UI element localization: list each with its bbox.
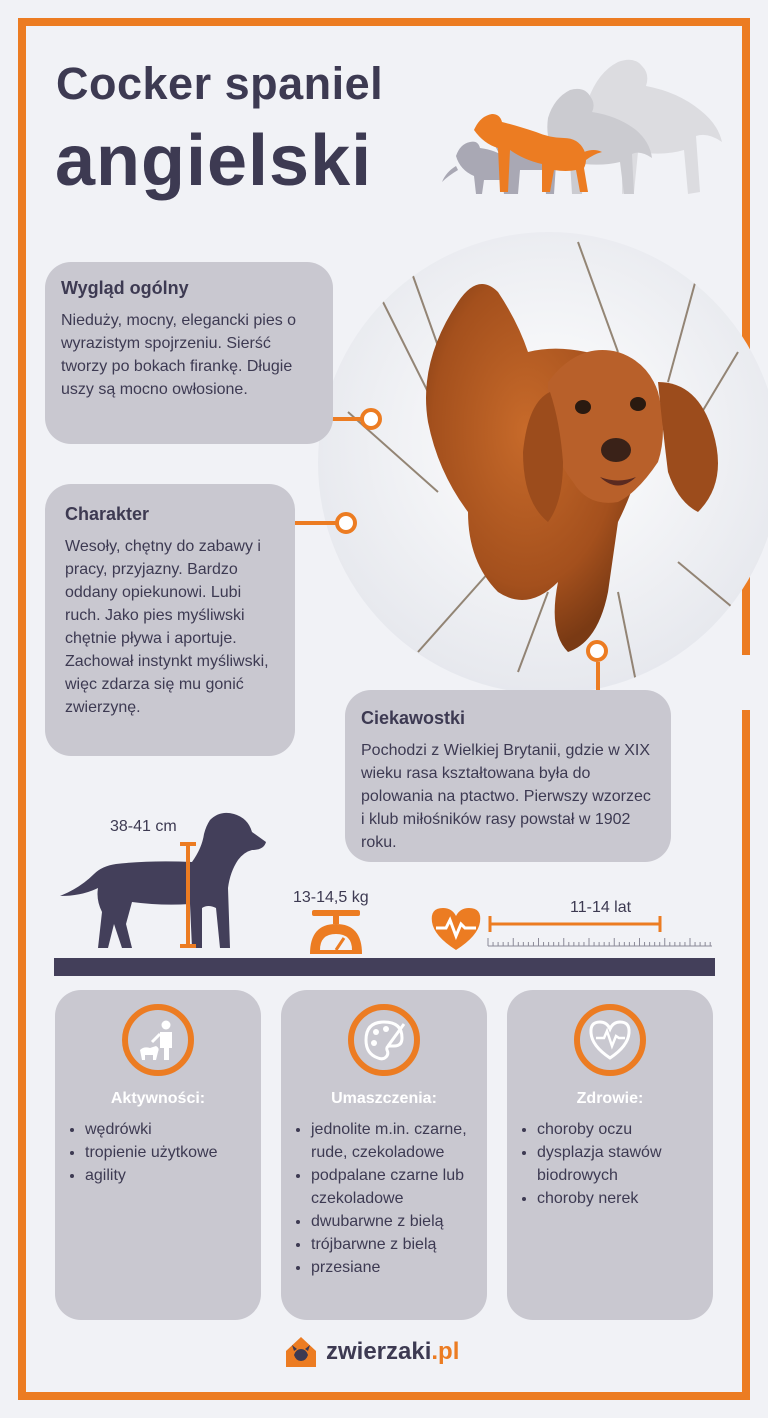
list-item: • jednolite m.in. czarne, rude, czekoladowe	[311, 1118, 477, 1164]
appearance-connector-line	[330, 417, 364, 421]
facts-connector-ring	[586, 640, 608, 662]
dog-standing-icon	[52, 808, 272, 953]
activities-heading: Aktywności:	[110, 1090, 206, 1107]
character-heading: Charakter	[65, 504, 150, 524]
brand-tld: .pl	[431, 1338, 460, 1365]
facts-text: Pochodzi z Wielkiej Brytanii, gdzie w XIX wieku rasa kształtowana była do polowania na ptactwo. Pierwszy wzorzec i klub miłośników rasy powstał w 1902 roku.	[361, 742, 651, 851]
list-item: • agility	[85, 1164, 261, 1187]
colors-card	[281, 990, 487, 1320]
brand-logo[interactable]	[282, 1335, 459, 1369]
dog-photo	[318, 232, 768, 694]
list-item: • choroby nerek	[537, 1187, 703, 1210]
list-item: • przesiane	[311, 1256, 477, 1279]
activities-card	[55, 990, 261, 1320]
heart-pulse-icon	[430, 906, 482, 952]
facts-heading: Ciekawostki	[361, 708, 466, 728]
dog-silhouettes-icon	[438, 52, 728, 202]
list-item: • choroby oczu	[537, 1118, 703, 1141]
person-dog-icon	[122, 1004, 194, 1076]
divider-bar	[54, 958, 715, 976]
height-label: 38-41 cm	[110, 818, 177, 835]
palette-icon	[348, 1004, 420, 1076]
character-card	[45, 484, 295, 756]
appearance-card	[45, 262, 333, 444]
health-heart-icon	[574, 1004, 646, 1076]
health-heading: Zdrowie:	[576, 1090, 644, 1107]
list-item: • dwubarwne z bielą	[311, 1210, 477, 1233]
lifespan-timeline	[486, 914, 714, 950]
weight-label: 13-14,5 kg	[293, 889, 369, 906]
activities-list	[55, 1118, 261, 1187]
facts-connector-line	[596, 662, 600, 690]
appearance-connector-ring	[360, 408, 382, 430]
page-title-line2: angielski	[55, 121, 373, 201]
character-text: Wesoły, chętny do zabawy i pracy, przyjazny. Bardzo oddany opiekunowi. Lubi ruch. Jako pies myśliwski chętnie pływa i aportuje. Zachował instynkt myśliwski, więc zdarza się mu gonić zwierzynę.	[65, 538, 269, 716]
list-item: • podpalane czarne lub czekoladowe	[311, 1164, 477, 1210]
facts-card	[345, 690, 671, 862]
health-card	[507, 990, 713, 1320]
appearance-text: Nieduży, mocny, elegancki pies o wyrazistym spojrzeniu. Sierść tworzy po bokach firankę. Długie uszy są mocno owłosione.	[61, 312, 297, 398]
list-item: • dysplazja stawów biodrowych	[537, 1141, 703, 1187]
health-list	[507, 1118, 713, 1210]
colors-heading: Umaszczenia:	[331, 1090, 437, 1107]
colors-list	[281, 1118, 487, 1279]
lifespan-label: 11-14 lat	[570, 899, 632, 916]
character-connector-ring	[335, 512, 357, 534]
list-item: • wędrówki	[85, 1118, 261, 1141]
list-item: • trójbarwne z bielą	[311, 1233, 477, 1256]
brand-name: zwierzaki	[326, 1338, 432, 1365]
scale-icon	[308, 910, 364, 954]
logo-icon	[282, 1335, 320, 1369]
appearance-heading: Wygląd ogólny	[61, 278, 189, 298]
page-title-line1: Cocker spaniel	[56, 58, 384, 109]
character-connector-line	[295, 521, 339, 525]
list-item: • tropienie użytkowe	[85, 1141, 261, 1164]
